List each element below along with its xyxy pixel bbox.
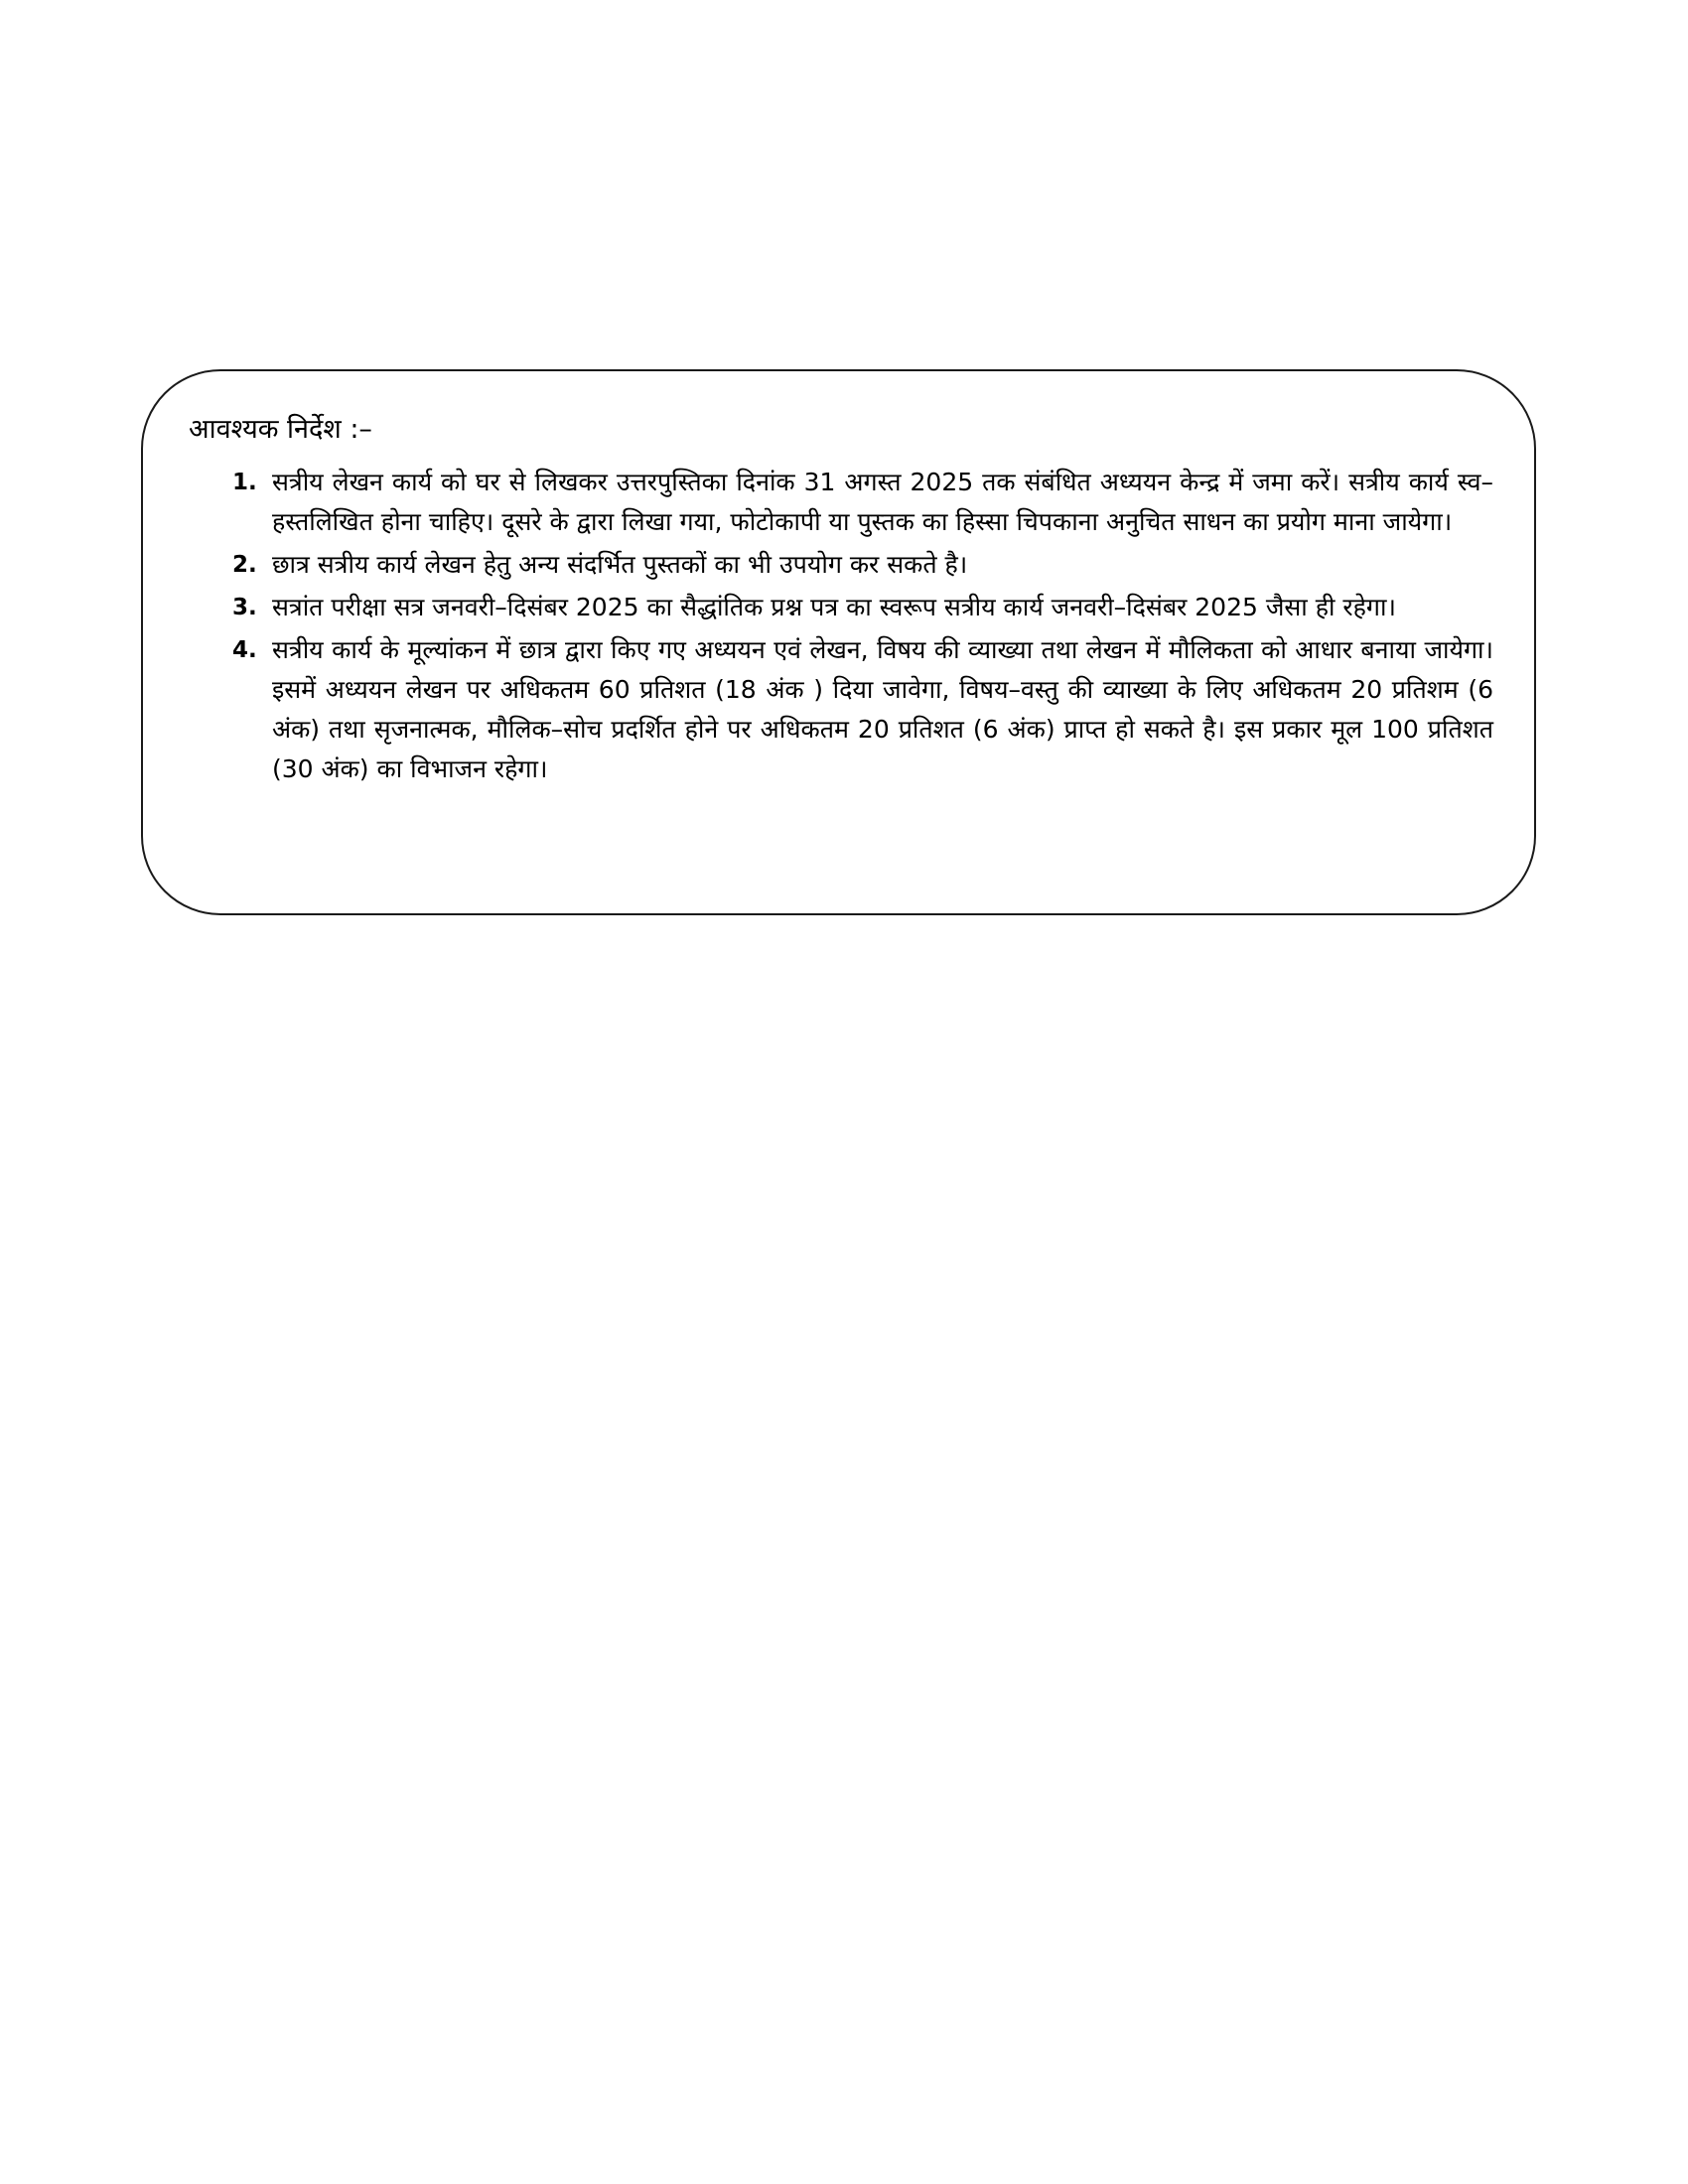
instructions-heading: आवश्यक निर्देश :– — [189, 414, 372, 445]
instruction-item — [232, 630, 1493, 789]
instruction-text: सत्रीय कार्य के मूल्यांकन में छात्र द्वारा किए गए अध्ययन एवं लेखन, विषय की व्याख्या तथा लेखन में मौलिकता को आधार बनाया जायेगा। इसमें अध्ययन लेखन पर अधिकतम 60 प्रतिशत (18 अंक ) दिया जावेगा, विषय–वस्तु की व्याख्या के लिए अधिकतम 20 प्रतिशम (6 अंक) तथा सृजनात्मक, मौलिक–सोच प्रदर्शित होने पर अधिकतम 20 प्रतिशत (6 अंक) प्राप्त हो सकते है। इस प्रकार मूल 100 प्रतिशत (30 अंक) का विभाजन रहेगा। — [272, 635, 1493, 783]
instruction-item — [232, 545, 1493, 585]
instruction-number: 2. — [232, 552, 257, 578]
instruction-item — [232, 588, 1493, 627]
instruction-number: 1. — [232, 470, 257, 495]
instruction-text: छात्र सत्रीय कार्य लेखन हेतु अन्य संदर्भित पुस्तकों का भी उपयोग कर सकते है। — [272, 550, 968, 579]
instruction-text: सत्रांत परीक्षा सत्र जनवरी–दिसंबर 2025 का सैद्धांतिक प्रश्न पत्र का स्वरूप सत्रीय कार्य जनवरी–दिसंबर 2025 जैसा ही रहेगा। — [272, 593, 1396, 621]
instructions-list — [232, 463, 1493, 792]
instruction-number: 4. — [232, 637, 257, 663]
instruction-text: सत्रीय लेखन कार्य को घर से लिखकर उत्तरपुस्तिका दिनांक 31 अगस्त 2025 तक संबंधित अध्ययन केन्द्र में जमा करें। सत्रीय कार्य स्व–हस्तलिखित होना चाहिए। दूसरे के द्वारा लिखा गया, फोटोकापी या पुस्तक का हिस्सा चिपकाना अनुचित साधन का प्रयोग माना जायेगा। — [272, 468, 1493, 536]
instruction-number: 3. — [232, 595, 257, 620]
instructions-box — [141, 369, 1536, 915]
instruction-item — [232, 463, 1493, 542]
